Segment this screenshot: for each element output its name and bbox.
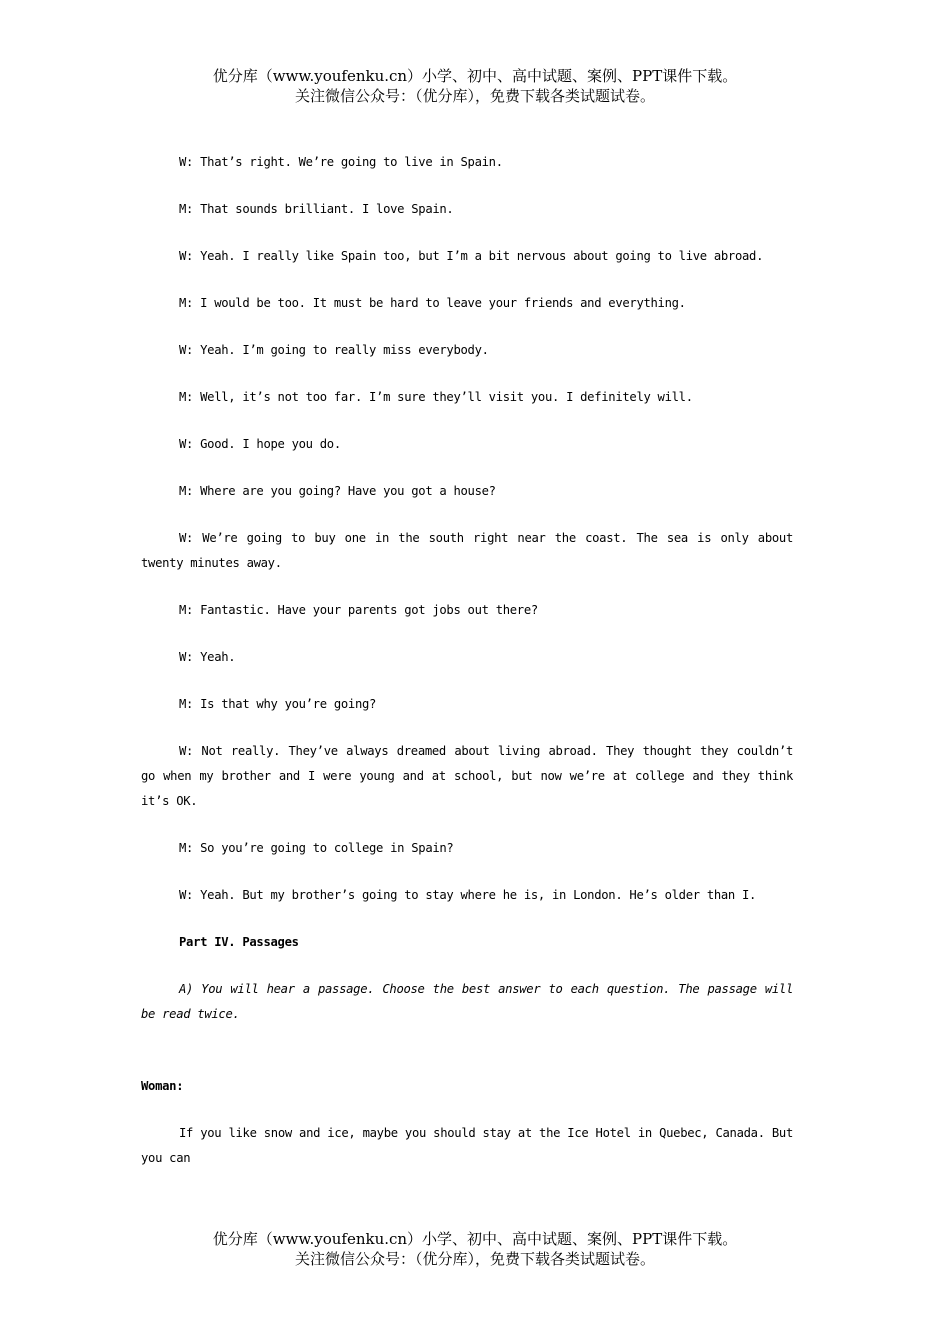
section-instruction: A) You will hear a passage. Choose the best answer to each question. The passage will be read twice. xyxy=(141,982,793,1021)
page-footer xyxy=(0,1229,950,1269)
dialogue-line: W: We’re going to buy one in the south right near the coast. The sea is only about twenty minutes away. xyxy=(141,531,793,570)
passage-text: If you like snow and ice, maybe you should stay at the Ice Hotel in Quebec, Canada. But you can xyxy=(141,1126,793,1165)
dialogue-line: M: Is that why you’re going? xyxy=(179,697,377,711)
document-body xyxy=(141,150,793,1193)
footer-line-1: 优分库（www.youfenku.cn）小学、初中、高中试题、案例、PPT课件下载。 xyxy=(212,1230,738,1248)
dialogue-line: W: Yeah. I really like Spain too, but I’m a bit nervous about going to live abroad. xyxy=(179,249,764,263)
footer-line-2: 关注微信公众号：（优分库），免费下载各类试题试卷。 xyxy=(294,1250,655,1268)
dialogue-line: W: Yeah. xyxy=(179,650,236,664)
dialogue-line: W: Yeah. But my brother’s going to stay where he is, in London. He’s older than I. xyxy=(179,888,757,902)
spacer xyxy=(141,1049,793,1074)
dialogue-line: W: That’s right. We’re going to live in Spain. xyxy=(179,155,503,169)
speaker-label: Woman: xyxy=(141,1079,184,1093)
header-line-2: 关注微信公众号：（优分库），免费下载各类试题试卷。 xyxy=(294,87,655,105)
dialogue-line: M: Fantastic. Have your parents got jobs out there? xyxy=(179,603,538,617)
dialogue-line: M: I would be too. It must be hard to leave your friends and everything. xyxy=(179,296,686,310)
dialogue-line: W: Yeah. I’m going to really miss everybody. xyxy=(179,343,489,357)
dialogue-line: M: That sounds brilliant. I love Spain. xyxy=(179,202,454,216)
dialogue-line: M: Where are you going? Have you got a house? xyxy=(179,484,496,498)
dialogue-line: W: Not really. They’ve always dreamed about living abroad. They thought they couldn’t go when my brother and I were young and at school, but now we’re at college and they think it’s OK. xyxy=(141,744,793,808)
page-header xyxy=(0,66,950,106)
dialogue-line: M: So you’re going to college in Spain? xyxy=(179,841,454,855)
dialogue-line: M: Well, it’s not too far. I’m sure they’ll visit you. I definitely will. xyxy=(179,390,693,404)
section-heading: Part IV. Passages xyxy=(179,935,299,949)
header-line-1: 优分库（www.youfenku.cn）小学、初中、高中试题、案例、PPT课件下载。 xyxy=(212,67,738,85)
dialogue-line: W: Good. I hope you do. xyxy=(179,437,341,451)
